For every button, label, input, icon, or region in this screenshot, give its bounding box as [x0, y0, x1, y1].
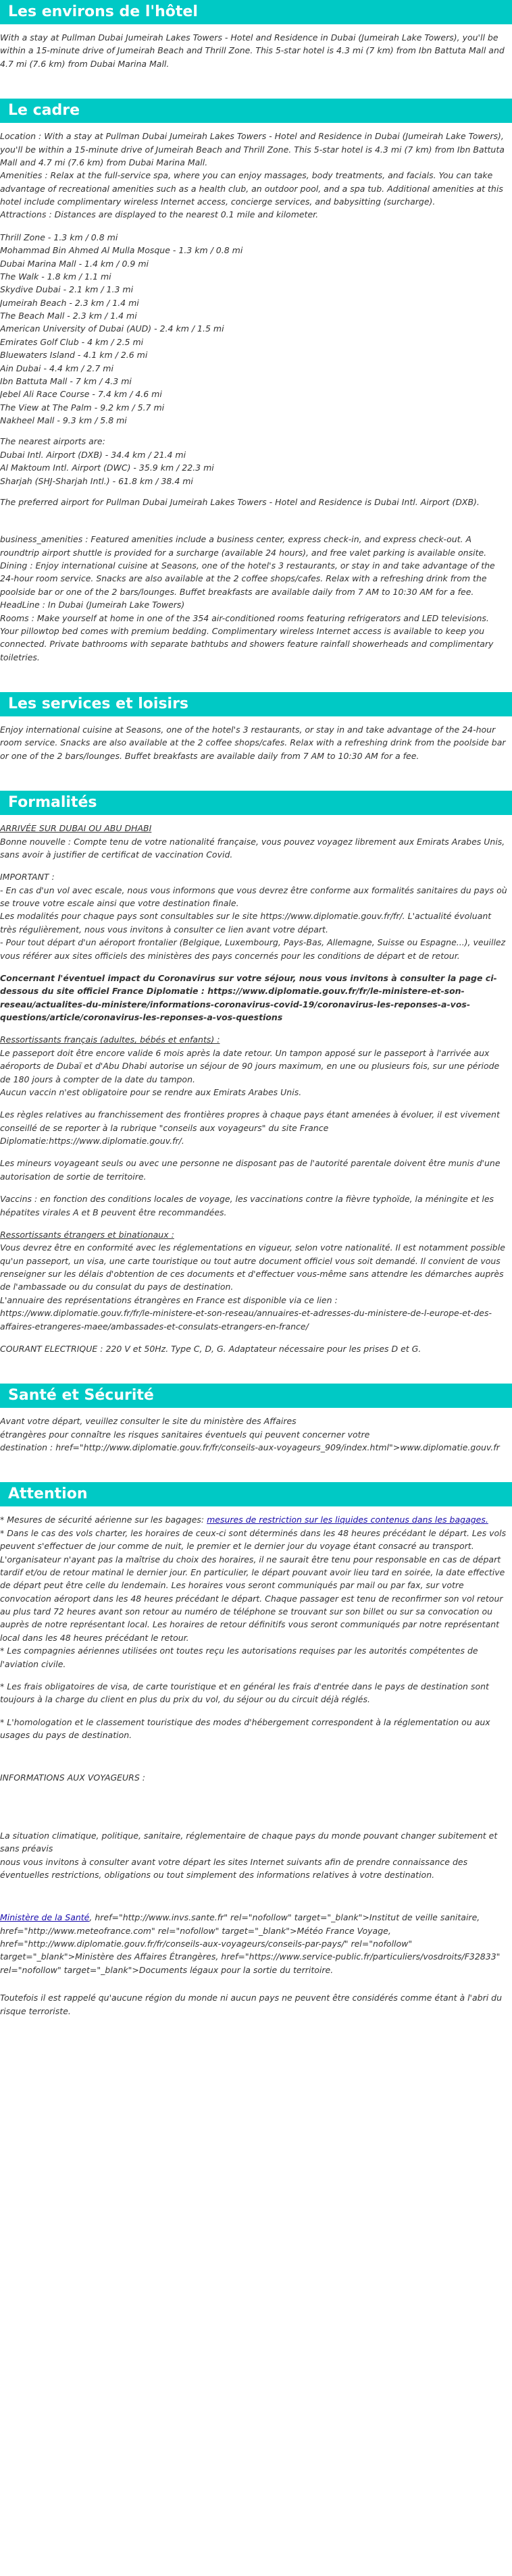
section-formalites [0, 791, 512, 1355]
vaccins-text: Vaccins : en fonction des conditions locales de voyage, les vaccinations contre la fièvre typhoïde, la méningite et les hépatites virales A et B peuvent être recommandées. [0, 1194, 494, 1217]
list-item: Jebel Ali Race Course - 7.4 km / 4.6 mi [0, 389, 162, 400]
regles-text: Les règles relatives au franchissement des frontières propres à chaque pays étant amenées à évoluer, il est vivement conseillé de se reporter à la rubrique "conseils aux voyageurs" du site France Diplomatie:https://www.diplomatie.gouv.fr/. [0, 1109, 500, 1146]
sante-line-1: Avant votre départ, veuillez consulter le site du ministère des Affaires [0, 1416, 297, 1427]
courant-text: COURANT ELECTRIQUE : 220 V et 50Hz. Type C, D, G. Adaptateur nécessaire pour les prises D et G. [0, 1343, 421, 1354]
preferred-airport: The preferred airport for Pullman Dubai Jumeirah Lakes Towers - Hotel and Residence is Dubai Intl. Airport (DXB). [0, 496, 480, 507]
services-text: Enjoy international cuisine at Seasons, one of the hotel's 3 restaurants, or stay in and take advantage of the 24-hour room service. Snacks are also available at the 2 coffee shops/cafes. Relax with a refreshing drink from the poolside bar or one of the 2 bars/lounges. Buffet breakfasts are available daily from 7 AM to 10:30 AM for a fee. [0, 725, 506, 761]
cadre-headline: HeadLine : In Dubai (Jumeirah Lake Towers) [0, 600, 185, 610]
list-item: Dubai Marina Mall - 1.4 km / 0.9 mi [0, 258, 149, 269]
vols-charter-text: * Dans le cas des vols charter, les horaires de ceux-ci sont déterminés dans les 48 heures précédant le départ. Les vols peuvent s'effectuer de jour comme de nuit, le premier et le dernier jour du voyage étant consacré au transport. L'organisateur n'ayant pas la maîtrise du choix des horaires, il ne saurait être tenu pour responsable en cas de départ tardif et/ou de retour matinal le dernier jour. En particulier, le départ pouvant avoir lieu tard en soirée, la date effective de départ peut être celle du lendemain. Les horaires vous seront communiqués par mail ou par fax, sur votre convocation aéroport dans les 48 heures précédant le départ. Chaque passager est tenu de reconfirmer son vol retour au plus tard 72 heures avant son retour au numéro de téléphone se trouvant sur son billet ou sur sa convocation ou auprès de notre représentant local. Les horaires de retour définitifs vous seront communiqués par notre représentant local dans les 48 heures précédant le retour. [0, 1527, 507, 1643]
important-escale: - En cas d'un vol avec escale, nous vous informons que vous devrez être conforme aux formalités sanitaires du pays où se trouve votre escale ainsi que votre destination finale. [0, 885, 507, 908]
sante-line-3: destination : href="http://www.diplomatie.gouv.fr/fr/conseils-aux-voyageurs_909/index.html">www.diplomatie.gouv.fr [0, 1442, 500, 1452]
annuaire-text: L'annuaire des représentations étrangères en France est disponible via ce lien : [0, 1294, 338, 1305]
airport-list [0, 435, 508, 488]
list-item: The Beach Mall - 2.3 km / 1.4 mi [0, 311, 137, 321]
cadre-location: Location : With a stay at Pullman Dubai Jumeirah Lakes Towers - Hotel and Residence in Dubai (Jumeirah Lake Towers), you'll be within a 15-minute drive of Jumeirah Beach and Thrill Zone. This 5-star hotel is 4.3 mi (7 km) from Ibn Battuta Mall and 4.7 mi (7.6 km) from Dubai Marina Mall. [0, 131, 505, 167]
list-item: The View at The Palm - 9.2 km / 5.7 mi [0, 402, 165, 413]
cadre-title: Le cadre [0, 99, 512, 123]
cadre-rooms: Rooms : Make yourself at home in one of the 354 air-conditioned rooms featuring refrigerators and LED televisions. Your pillowtop bed comes with premium bedding. Complimentary wireless Internet access is available to keep you connected. Private bathrooms with separate bathtubs and showers feature rainfall showerheads and complimentary toiletries. [0, 612, 494, 662]
sante-title: Santé et Sécurité [0, 1384, 512, 1408]
list-item: The Walk - 1.8 km / 1.1 mi [0, 271, 111, 282]
list-item: Dubai Intl. Airport (DXB) - 34.4 km / 21.4 mi [0, 449, 186, 460]
liquides-link[interactable]: mesures de restriction sur les liquides contenus dans les bagages. [207, 1515, 488, 1525]
list-item: Skydive Dubai - 2.1 km / 1.3 mi [0, 284, 134, 295]
ministere-links [0, 1911, 508, 1976]
passeport-text: Le passeport doit être encore valide 6 mois après la date retour. Un tampon apposé sur le passeport à l'arrivée aux aéroports de Dubaï et d'Abu Dhabi autorise un séjour de 90 jours maximum, en une ou plusieurs fois, sur une période de 180 jours à compter de la date du tampon. [0, 1047, 500, 1084]
mineurs-text: Les mineurs voyageant seuls ou avec une personne ne disposant pas de l'autorité parentale doivent être munis d'une autorisation de sortie de territoire. [0, 1158, 501, 1182]
cadre-amenities: Amenities : Relax at the full-service spa, where you can enjoy massages, body treatments, and facials. You can take advantage of recreational amenities such as a health club, an outdoor pool, and a spa tub. Additional amenities at this hotel include complimentary wireless Internet access, concierge services, and babysitting (surcharge). [0, 170, 503, 207]
etrangers-heading: Ressortissants étrangers et binationaux : [0, 1229, 174, 1240]
etrangers-text: Vous devrez être en conformité avec les réglementations en vigueur, selon votre nationalité. Il est notamment possible qu'un passeport, un visa, une carte touristique ou tout autre document officiel vous soit demandé. Il convient de vous renseigner sur les délais d'obtention de ces documents et d'effectuer vous-même sans attendre les démarches auprès de l'ambassade ou du consulat du pays de destination. [0, 1242, 505, 1292]
section-sante [0, 1384, 512, 1454]
section-environs [0, 0, 512, 70]
ministere-sante-link[interactable]: Ministère de la Santé [0, 1912, 90, 1923]
annuaire-url: https://www.diplomatie.gouv.fr/fr/le-ministere-et-son-reseau/annuaires-et-adresses-du-ministere-de-l-europe-et-des-affaires-etrangeres-maee/ambassades-et-consulats-etrangers-en-france/ [0, 1308, 492, 1332]
securite-bagages [0, 1513, 508, 1526]
important-heading: IMPORTANT : [0, 872, 55, 883]
bonne-nouvelle: Bonne nouvelle : Compte tenu de votre nationalité française, vous pouvez voyagez librement aux Emirats Arabes Unis, sans avoir à justifier de certificat de vaccination Covid. [0, 836, 505, 860]
list-item: Ain Dubai - 4.4 km / 2.7 mi [0, 363, 113, 373]
cadre-business: business_amenities : Featured amenities include a business center, express check-in, and express check-out. A roundtrip airport shuttle is provided for a surcharge (available 24 hours), and free valet parking is available onsite. [0, 534, 487, 558]
securite-bagages-prefix: * Mesures de sécurité aérienne sur les bagages: [0, 1515, 207, 1525]
infos-voyageurs-heading: INFORMATIONS AUX VOYAGEURS : [0, 1772, 145, 1783]
list-item: Sharjah (SHJ-Sharjah Intl.) - 61.8 km / 38.4 mi [0, 475, 193, 486]
section-attention [0, 1482, 512, 2018]
services-title: Les services et loisirs [0, 692, 512, 716]
airports-intro: The nearest airports are: [0, 436, 105, 447]
frais-visa-text: * Les frais obligatoires de visa, de carte touristique et en général les frais d'entrée dans le pays de destination sont toujours à la charge du client en plus du prix du vol, du séjour ou du circuit déjà réglés. [0, 1681, 489, 1705]
arrivee-heading: ARRIVÉE SUR DUBAI OU ABU DHABI [0, 823, 152, 834]
sante-line-2: étrangères pour connaître les risques sanitaires éventuels qui peuvent concerner votre [0, 1429, 370, 1440]
vaccin-text: Aucun vaccin n'est obligatoire pour se rendre aux Emirats Arabes Unis. [0, 1086, 302, 1097]
attention-title: Attention [0, 1482, 512, 1506]
list-item: American University of Dubai (AUD) - 2.4 km / 1.5 mi [0, 323, 224, 334]
list-item: Al Maktoum Intl. Airport (DWC) - 35.9 km / 22.3 mi [0, 463, 214, 473]
homologation-text: * L'homologation et le classement touristique des modes d'hébergement correspondent à la réglementation ou aux usages du pays de destination. [0, 1716, 490, 1740]
section-services [0, 692, 512, 762]
cadre-dining: Dining : Enjoy international cuisine at Seasons, one of the hotel's 3 restaurants, or stay in and take advantage of the 24-hour room service. Snacks are also available at the 2 coffee shops/cafes. Relax with a refreshing drink from the poolside bar or one of the 2 bars/lounges. Buffet breakfasts are available daily from 7 AM to 10:30 AM for a fee. [0, 560, 495, 597]
environs-text: With a stay at Pullman Dubai Jumeirah Lakes Towers - Hotel and Residence in Dubai (Jumeirah Lake Towers), you'll be within a 15-minute drive of Jumeirah Beach and Thrill Zone. This 5-star hotel is 4.3 mi (7 km) from Ibn Battuta Mall and 4.7 mi (7.6 km) from Dubai Marina Mall. [0, 32, 505, 69]
important-modalites: Les modalités pour chaque pays sont consultables sur le site https://www.diplomatie.gouv.fr/fr/. L'actualité évoluant très régulièrement, nous vous invitons à consulter ce lien avant votre départ. [0, 911, 492, 935]
list-item: Emirates Golf Club - 4 km / 2.5 mi [0, 336, 144, 347]
situation-text-1: La situation climatique, politique, sanitaire, réglementaire de chaque pays du monde pouvant changer subitement et sans préavis [0, 1830, 498, 1854]
list-item: Jumeirah Beach - 2.3 km / 1.4 mi [0, 297, 139, 308]
list-item: Ibn Battuta Mall - 7 km / 4.3 mi [0, 375, 132, 386]
list-item: Bluewaters Island - 4.1 km / 2.6 mi [0, 350, 148, 361]
ministere-links-rest: , href="http://www.invs.sante.fr" rel="nofollow" target="_blank">Institut de veille sanitaire, href="http://www.meteofrance.com" rel="nofollow" target="_blank">Météo France Voyage, href="http://www.diplomatie.gouv.fr/fr/conseils-aux-voyageurs/conseils-par-pays/" rel="nofollow" target="_blank">Ministère des Affaires Étrangères, href="https://www.service-public.fr/particuliers/vosdroits/F32833" rel="nofollow" target="_blank">Documents légaux pour la sortie du territoire. [0, 1912, 501, 1975]
important-frontalier: - Pour tout départ d'un aéroport frontalier (Belgique, Luxembourg, Pays-Bas, Allemagne, Suisse ou Espagne...), veuillez vous référer aux sites officiels des ministères des pays concernés pour les conditions de départ et de retour. [0, 937, 506, 961]
cadre-attractions: Attractions : Distances are displayed to the nearest 0.1 mile and kilometer. [0, 209, 319, 220]
compagnies-text: * Les compagnies aériennes utilisées ont toutes reçu les autorisations requises par les autorités compétentes de l'aviation civile. [0, 1646, 478, 1669]
terrorisme-text: Toutefois il est rappelé qu'aucune région du monde ni aucun pays ne peuvent être considérés comme étant à l'abri du risque terroriste. [0, 1993, 503, 2016]
situation-text-2: nous vous invitons à consulter avant votre départ les sites Internet suivants afin de prendre connaissance des éventuelles restrictions, obligations ou tout simplement des informations relatives à votre destination. [0, 1856, 468, 1880]
list-item: Nakheel Mall - 9.3 km / 5.8 mi [0, 415, 127, 425]
ressortissants-heading: Ressortissants français (adultes, bébés et enfants) : [0, 1034, 220, 1045]
distance-list [0, 231, 508, 427]
formalites-title: Formalités [0, 791, 512, 815]
environs-title: Les environs de l'hôtel [0, 0, 512, 24]
section-cadre [0, 99, 512, 664]
list-item: Mohammad Bin Ahmed Al Mulla Mosque - 1.3 km / 0.8 mi [0, 245, 243, 256]
list-item: Thrill Zone - 1.3 km / 0.8 mi [0, 232, 118, 242]
covid-notice: Concernant l'éventuel impact du Coronavirus sur votre séjour, nous vous invitons à consulter la page ci-dessous du site officiel France Diplomatie : https://www.diplomatie.gouv.fr/fr/le-ministere-et-son-reseau/actualites-du-ministere/informations-coronavirus-covid-19/coronavirus-les-reponses-a-vos-questions/article/coronavirus-les-reponses-a-vos-questions [0, 972, 497, 1022]
